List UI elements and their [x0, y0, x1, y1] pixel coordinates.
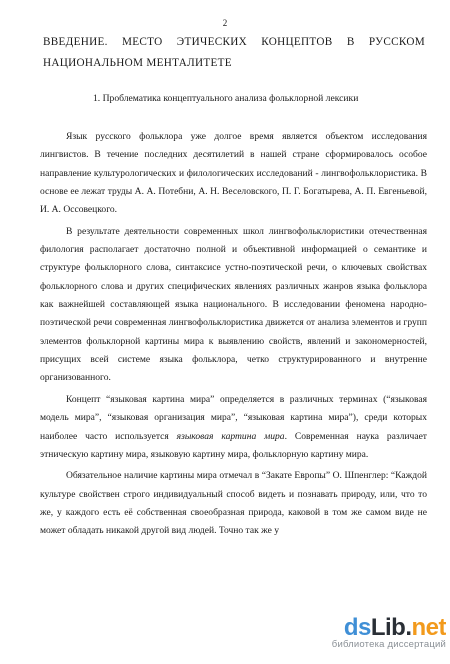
paragraph-3-italic-term: языковая картина мира — [176, 430, 285, 442]
dslib-logo[interactable] — [296, 614, 446, 640]
logo-ds: ds — [343, 614, 371, 640]
watermark-subtitle: библиотека диссертаций — [331, 639, 446, 650]
paragraph-3-text-b: . Современная наука различает этническую картину мира, языковую картину мира, фольклорную картину мира. — [40, 430, 427, 460]
section-heading: 1. Проблематика концептуального анализа фольклорной лексики — [93, 93, 359, 104]
paragraph-2: В результате деятельности современных школ лингвофольклористики отечественная филология располагает достаточно полной и объективной информацией о семантике и структуре фольклорного слова, синтаксисе устно-поэтической речи, о ключевых свойствах фольклорного слова и других специфических явлениях различных жанров языка фольклора как важнейшей составляющей языка национального. В исследовании феномена народно-поэтической речи современная лингвофольклористика движется от анализа элементов и групп элементов фольклорной картины мира к выявлению свойств, явлений и закономерностей, присущих всей системе языка фольклора, четко структурированного и внутренне организованного. — [40, 225, 427, 384]
paragraph-3 — [40, 391, 427, 464]
paragraph-3-text-a: Концепт “языковая картина мира” определяется в различных терминах (“языковая модель мира”, “языковая организация мира”, “языковая картина мира”), среди которых наиболее часто используется — [40, 393, 427, 442]
logo-lib: Lib. — [370, 614, 412, 640]
chapter-heading — [43, 32, 425, 74]
watermark[interactable] — [296, 614, 446, 652]
paragraph-4: Обязательное наличие картины мира отмечал в “Закате Европы” О. Шпенглер: “Каждой культуре свойствен строго индивидуальный способ видеть и познавать природу, или, что то же, у каждого есть её собственная своеобразная природа, каковой в том же самом виде не может обладать никакой другой вид людей. Точно так же у — [40, 470, 427, 537]
svg-text:dsLib.net — [344, 614, 446, 640]
body-text — [40, 128, 427, 541]
chapter-heading-line-1: ВВЕДЕНИЕ. МЕСТО ЭТИЧЕСКИХ КОНЦЕПТОВ В РУССКОМ — [43, 36, 425, 48]
paragraph-1: Язык русского фольклора уже долгое время является объектом исследования лингвистов. В течение последних десятилетий в нашей стране сформировалось особое направление культурологических и филологических исследований - лингвофольклористика. В основе ее лежат труды А. А. Потебни, А. Н. Веселовского, П. Г. Богатырева, А. П. Евгеньевой, И. А. Оссовецкого. — [40, 131, 427, 216]
logo-net: net — [411, 614, 446, 640]
chapter-heading-line-2: НАЦИОНАЛЬНОМ МЕНТАЛИТЕТЕ — [43, 57, 232, 69]
page-number: 2 — [222, 18, 228, 28]
